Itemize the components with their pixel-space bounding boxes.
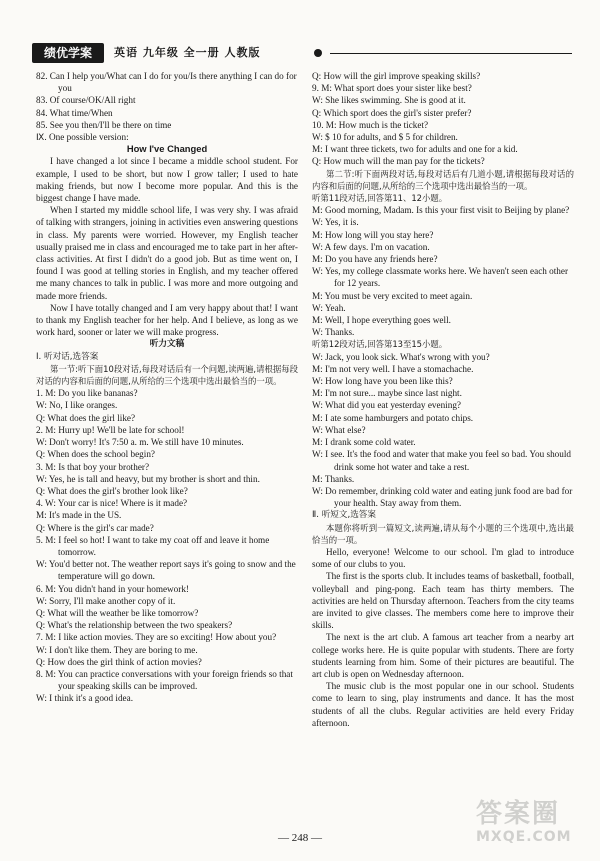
left-line: 85. See you then/I'll be there on time: [36, 119, 172, 130]
right-line: M: Good morning, Madam. Is this your first visit to Beijing by plane?: [312, 205, 570, 216]
right-line: M: Do you have any friends here?: [312, 254, 438, 265]
right-line: 听第11段对话,回答第11、12小题。: [312, 193, 448, 204]
right-line: 第二节:听下面两段对话,每段对话后有几道小题,请根据每段对话的内容和后面的问题,从所给的三个选项中选出最恰当的一项。: [312, 168, 574, 191]
header-rule: [330, 53, 572, 54]
left-line: Ⅸ. One possible version:: [36, 132, 129, 143]
watermark-top: 答案圈: [476, 799, 561, 829]
right-line: W: Do remember, drinking cold water and eating junk food are bad for your health. Stay away from them.: [312, 485, 573, 509]
right-line: M: I want three tickets, two for adults and one for a kid.: [312, 144, 518, 155]
right-line: M: I ate some hamburgers and potato chips.: [312, 412, 474, 423]
left-line: When I started my middle school life, I was very shy. I was afraid of talking with strangers, joining in activities even answering questions in class. My parents were worried. However, my English teacher usually praised me in class and encouraged me to take part in her after-class activities. At first I didn't do a good job. But as time went on, I found I was good at telling stories in English, and my teacher offered me many chances to talk in public. I was more and more outgoing and made more friends.: [36, 205, 298, 301]
left-line: W: I don't like them. They are boring to me.: [36, 644, 198, 655]
left-line: W: Sorry, I'll make another copy of it.: [36, 595, 176, 606]
left-line: M: It's made in the US.: [36, 510, 122, 521]
left-line: 84. What time/When: [36, 107, 113, 118]
left-line: Q: When does the school begin?: [36, 449, 155, 460]
right-line: M: How long will you stay here?: [312, 229, 434, 240]
left-line: 83. Of course/OK/All right: [36, 95, 136, 106]
right-line: 10. M: How much is the ticket?: [312, 119, 429, 130]
right-line: 听第12段对话,回答第13至15小题。: [312, 339, 448, 350]
left-line: W: You'd better not. The weather report says it's going to snow and the temperature will go down.: [36, 559, 296, 582]
left-line: 7. M: I like action movies. They are so exciting! How about you?: [36, 632, 277, 643]
right-line: M: Thanks.: [312, 473, 355, 484]
right-line: W: I see. It's the food and water that make you feel so bad. You should drink some hot water and take a rest.: [312, 449, 572, 472]
right-line: M: I'm not sure... maybe since last night.: [312, 388, 462, 399]
left-line: Q: What does the girl's brother look like?: [36, 485, 188, 496]
right-line: W: She likes swimming. She is good at it.: [312, 95, 466, 106]
left-line: 听力文稿: [149, 339, 185, 350]
left-line: I have changed a lot since I became a middle school student. For example, I used to be short, but now I grow taller; I used to hate making friends, but now I become more popular. And this is the biggest change I have made.: [36, 156, 298, 204]
right-line: W: What did you eat yesterday evening?: [312, 400, 461, 411]
left-line: Now I have totally changed and I am very happy about that! I want to thank my English teacher for her help. And I believe, as long as we work hard, sooner or later we will make progress.: [36, 302, 298, 338]
left-line: 第一节:听下面10段对话,每段对话后有一个问题,读两遍,请根据每段对话的内容和后面的问题,从所给的三个选项中选出最恰当的一项。: [36, 363, 298, 387]
left-line: How I've Changed: [126, 143, 208, 155]
right-line: The first is the sports club. It includes teams of basketball, football, volleyball and ping-pong. Each team has thirty members. The activities are held on Thursday afternoon. Teachers from the city teams are invited to give classes. The members come here to improve their skills.: [312, 571, 574, 631]
left-line: Q: What will the weather be like tomorrow?: [36, 607, 199, 618]
right-line: W: A few days. I'm on vacation.: [312, 241, 430, 252]
left-line: 2. M: Hurry up! We'll be late for school!: [36, 424, 185, 435]
right-line: Q: How much will the man pay for the tickets?: [312, 156, 485, 167]
right-line: M: I'm not very well. I have a stomachache.: [312, 363, 474, 374]
left-line: 1. M: Do you like bananas?: [36, 388, 138, 399]
right-line: M: Well, I hope everything goes well.: [312, 315, 451, 326]
left-line: 4. W: Your car is nice! Where is it made?: [36, 498, 188, 509]
watermark-logo: [476, 799, 580, 853]
left-line: W: Don't worry! It's 7:50 a. m. We still have 10 minutes.: [36, 437, 244, 448]
right-line: W: Yes, it is.: [312, 217, 359, 228]
brand-logo: 绩优学案: [32, 43, 104, 63]
left-line: W: I think it's a good idea.: [36, 693, 133, 704]
right-line: W: How long have you been like this?: [312, 376, 453, 387]
left-line: 82. Can I help you/What can I do for you/Is there anything I can do for you: [36, 71, 297, 94]
left-line: Q: What does the girl like?: [36, 412, 136, 423]
right-line: M: You must be very excited to meet again.: [312, 290, 473, 301]
right-column: [312, 70, 574, 729]
right-line: Ⅱ. 听短文,选答案: [312, 510, 376, 521]
page-header: [32, 43, 572, 65]
left-line: Q: How does the girl think of action movies?: [36, 656, 202, 667]
right-line: W: $ 10 for adults, and $ 5 for children.: [312, 132, 458, 143]
right-line: W: Jack, you look sick. What's wrong with you?: [312, 351, 490, 362]
right-line: 9. M: What sport does your sister like best?: [312, 83, 472, 94]
right-line: M: I drank some cold water.: [312, 437, 416, 448]
left-line: 6. M: You didn't hand in your homework!: [36, 583, 189, 594]
page-number: — 248 —: [278, 832, 322, 844]
right-line: Hello, everyone! Welcome to our school. I'm glad to introduce some of our clubs to you.: [312, 546, 574, 570]
left-line: Q: Where is the girl's car made?: [36, 522, 154, 533]
header-dot: [314, 49, 322, 57]
right-line: W: Yes, my college classmate works here. We haven't seen each other for 12 years.: [312, 266, 569, 289]
right-line: The next is the art club. A famous art teacher from a nearby art college works here. He is quite popular with students. There are forty students learning from him. Some of their pictures are beautiful. The art club is open on Wednesday afternoon.: [312, 632, 574, 679]
right-line: W: Yeah.: [312, 302, 346, 313]
right-line: Q: Which sport does the girl's sister prefer?: [312, 107, 472, 118]
header-title: 英语 九年级 全一册 人教版: [114, 46, 261, 59]
left-line: Ⅰ. 听对话,选答案: [36, 351, 99, 362]
right-line: W: Thanks.: [312, 327, 355, 338]
left-line: 8. M: You can practice conversations with your foreign friends so that your speaking skills can be improved.: [36, 668, 293, 692]
left-line: W: Yes, he is tall and heavy, but my brother is short and thin.: [36, 473, 260, 484]
right-line: W: What else?: [312, 424, 366, 435]
right-line: The music club is the most popular one in our school. Students come to learn to sing, play instruments and dance. It has the most students of all the clubs. Regular activities are held every Friday afternoon.: [312, 681, 574, 728]
left-column: [36, 70, 298, 705]
right-line: Q: How will the girl improve speaking skills?: [312, 71, 481, 81]
left-line: 3. M: Is that boy your brother?: [36, 461, 150, 472]
left-line: Q: What's the relationship between the two speakers?: [36, 620, 233, 631]
left-line: W: No, I like oranges.: [36, 400, 118, 411]
right-line: 本题你将听到一篇短文,读两遍,请从每个小题的三个选项中,选出最恰当的一项。: [312, 522, 574, 545]
watermark-bottom: MXQE.COM: [476, 829, 572, 845]
left-line: 5. M: I feel so hot! I want to take my coat off and leave it home tomorrow.: [36, 534, 270, 557]
